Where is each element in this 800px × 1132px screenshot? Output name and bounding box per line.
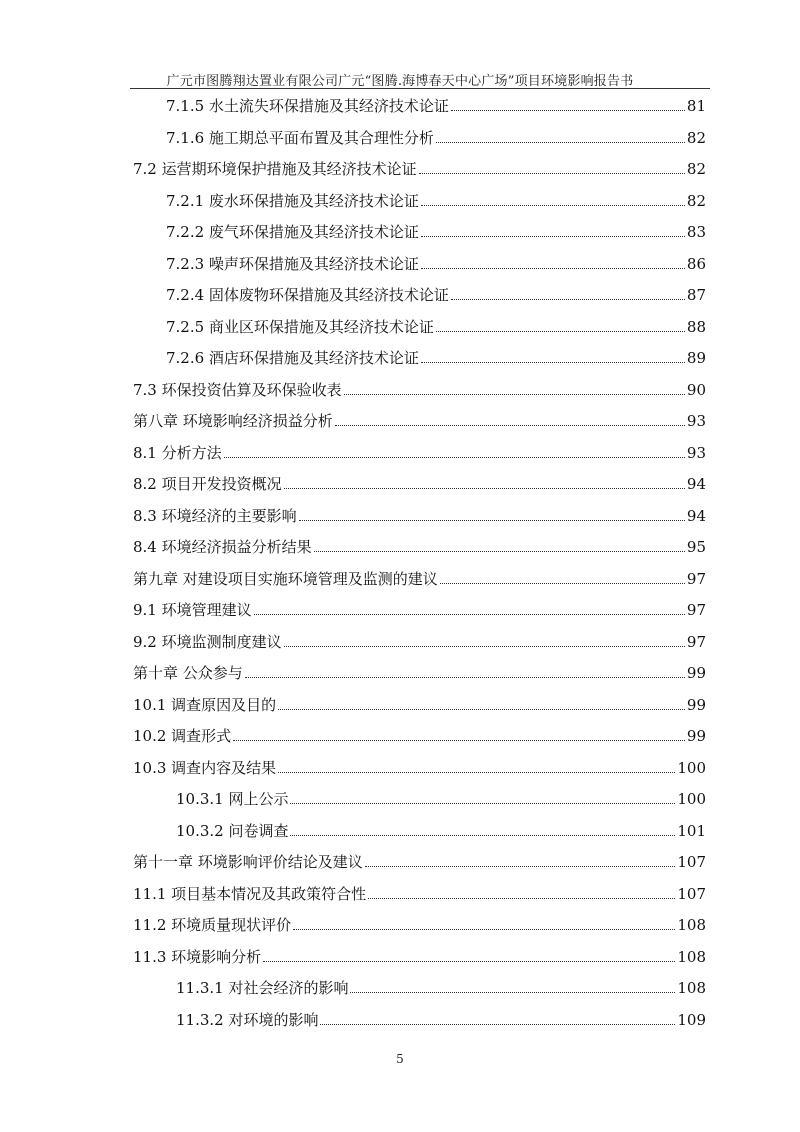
toc-entry-page: 99	[686, 727, 706, 745]
toc-entry-page: 82	[686, 160, 706, 178]
toc-entry[interactable]	[166, 126, 706, 150]
toc-entry[interactable]	[166, 94, 706, 118]
toc-entry-page: 89	[686, 349, 706, 367]
page-header: 广元市图腾翔达置业有限公司广元“图腾.海博春天中心广场”项目环境影响报告书	[166, 74, 634, 89]
toc-entry-page: 101	[677, 821, 706, 840]
toc-dot-leader	[284, 645, 685, 647]
toc-dot-leader	[436, 141, 685, 143]
toc-entry-title: 7.1.5 水土流失环保措施及其经济技术论证	[166, 97, 449, 115]
toc-entry[interactable]	[133, 661, 706, 685]
toc-entry[interactable]	[166, 220, 706, 244]
toc-entry[interactable]	[133, 504, 706, 528]
toc-entry-page: 97	[686, 601, 706, 619]
header-divider	[130, 88, 710, 89]
toc-entry-page: 93	[686, 443, 706, 462]
toc-entry-page: 109	[677, 1010, 706, 1029]
toc-entry-page: 100	[677, 758, 706, 777]
toc-entry-page: 82	[686, 191, 706, 210]
toc-entry-title: 7.2.5 商业区环保措施及其经济技术论证	[166, 317, 434, 336]
toc-dot-leader	[440, 582, 685, 584]
toc-dot-leader	[421, 235, 685, 237]
toc-entry-page: 108	[677, 979, 706, 997]
toc-entry-page: 95	[686, 538, 706, 556]
toc-entry-page: 90	[686, 380, 706, 399]
toc-entry-title: 7.2 运营期环境保护措施及其经济技术论证	[133, 160, 417, 178]
toc-entry-page: 87	[686, 286, 706, 304]
toc-entry-title: 第八章 环境影响经济损益分析	[133, 412, 333, 430]
toc-entry-title: 8.2 项目开发投资概况	[133, 475, 282, 493]
toc-entry[interactable]	[176, 787, 706, 811]
toc-entry-page: 107	[677, 884, 706, 903]
toc-entry[interactable]	[166, 346, 706, 370]
toc-entry-title: 11.3.2 对环境的影响	[176, 1010, 319, 1029]
toc-entry[interactable]	[133, 598, 706, 622]
toc-entry-page: 81	[686, 97, 706, 115]
toc-entry[interactable]	[133, 630, 706, 654]
toc-entry-page: 97	[686, 632, 706, 651]
toc-dot-leader	[451, 109, 685, 111]
toc-entry-title: 10.3.1 网上公示	[176, 790, 289, 808]
toc-dot-leader	[335, 424, 685, 426]
toc-entry[interactable]	[133, 913, 706, 937]
toc-entry[interactable]	[166, 315, 706, 339]
toc-entry-page: 86	[686, 254, 706, 273]
toc-entry-page: 83	[686, 223, 706, 241]
toc-dot-leader	[293, 928, 675, 930]
toc-dot-leader	[233, 739, 685, 741]
toc-entry[interactable]	[166, 252, 706, 276]
toc-entry-title: 10.1 调查原因及目的	[133, 695, 277, 714]
toc-dot-leader	[245, 676, 685, 678]
toc-entry-title: 7.2.4 固体废物环保措施及其经济技术论证	[166, 286, 449, 304]
toc-entry-title: 10.3 调查内容及结果	[133, 758, 277, 777]
toc-entry-page: 97	[686, 569, 706, 588]
toc-dot-leader	[421, 361, 685, 363]
toc-entry-page: 99	[686, 695, 706, 714]
toc-entry-title: 11.3.1 对社会经济的影响	[176, 979, 349, 997]
toc-entry[interactable]	[133, 693, 706, 717]
toc-entry-title: 7.1.6 施工期总平面布置及其合理性分析	[166, 128, 434, 147]
toc-entry-title: 7.3 环保投资估算及环保验收表	[133, 380, 342, 399]
toc-entry[interactable]	[133, 756, 706, 780]
toc-dot-leader	[451, 298, 685, 300]
toc-entry-page: 93	[686, 412, 706, 430]
toc-entry[interactable]	[133, 535, 706, 559]
toc-entry-title: 第九章 对建设项目实施环境管理及监测的建议	[133, 569, 438, 588]
toc-entry[interactable]	[133, 472, 706, 496]
toc-dot-leader	[290, 802, 675, 804]
toc-entry[interactable]	[133, 378, 706, 402]
toc-entry-page: 108	[677, 947, 706, 966]
toc-dot-leader	[344, 393, 685, 395]
toc-entry-page: 100	[677, 790, 706, 808]
toc-entry-title: 8.4 环境经济损益分析结果	[133, 538, 312, 556]
toc-entry-title: 第十章 公众参与	[133, 664, 243, 682]
toc-entry-page: 94	[686, 475, 706, 493]
toc-dot-leader	[368, 897, 675, 899]
toc-entry-title: 9.2 环境监测制度建议	[133, 632, 282, 651]
toc-entry-title: 第十一章 环境影响评价结论及建议	[133, 853, 363, 871]
toc-dot-leader	[421, 267, 685, 269]
toc-entry[interactable]	[133, 945, 706, 969]
toc-entry-title: 8.1 分析方法	[133, 443, 222, 462]
toc-entry[interactable]	[133, 157, 706, 181]
toc-entry-page: 88	[686, 317, 706, 336]
toc-dot-leader	[278, 771, 675, 773]
page-number: 5	[396, 1052, 404, 1066]
toc-entry[interactable]	[133, 724, 706, 748]
toc-dot-leader	[365, 865, 676, 867]
toc-entry-page: 82	[686, 128, 706, 147]
toc-dot-leader	[421, 204, 685, 206]
toc-dot-leader	[350, 991, 675, 993]
toc-entry[interactable]	[133, 850, 706, 874]
toc-entry[interactable]	[133, 409, 706, 433]
toc-dot-leader	[278, 708, 685, 710]
toc-dot-leader	[299, 519, 685, 521]
toc-dot-leader	[436, 330, 685, 332]
toc-entry-page: 94	[686, 506, 706, 525]
toc-entry-title: 11.1 项目基本情况及其政策符合性	[133, 884, 367, 903]
toc-entry-title: 11.3 环境影响分析	[133, 947, 262, 966]
toc-entry-title: 7.2.2 废气环保措施及其经济技术论证	[166, 223, 419, 241]
toc-dot-leader	[224, 456, 685, 458]
toc-entry[interactable]	[176, 819, 706, 843]
toc-dot-leader	[263, 960, 675, 962]
toc-entry[interactable]	[166, 283, 706, 307]
toc-dot-leader	[320, 1023, 675, 1025]
toc-entry-title: 7.2.1 废水环保措施及其经济技术论证	[166, 191, 419, 210]
toc-entry[interactable]	[133, 882, 706, 906]
toc-dot-leader	[254, 613, 685, 615]
toc-dot-leader	[290, 834, 675, 836]
toc-dot-leader	[419, 172, 685, 174]
toc-entry-title: 8.3 环境经济的主要影响	[133, 506, 297, 525]
toc-entry-title: 11.2 环境质量现状评价	[133, 916, 292, 934]
toc-entry[interactable]	[133, 567, 706, 591]
toc-entry[interactable]	[133, 441, 706, 465]
toc-entry-page: 108	[677, 916, 706, 934]
toc-entry-page: 99	[686, 664, 706, 682]
toc-entry[interactable]	[176, 976, 706, 1000]
toc-dot-leader	[314, 550, 685, 552]
toc-entry[interactable]	[166, 189, 706, 213]
toc-entry-page: 107	[677, 853, 706, 871]
toc-entry[interactable]	[176, 1008, 706, 1032]
toc-dot-leader	[284, 487, 685, 489]
toc-entry-title: 7.2.6 酒店环保措施及其经济技术论证	[166, 349, 419, 367]
toc-entry-title: 9.1 环境管理建议	[133, 601, 252, 619]
toc-entry-title: 7.2.3 噪声环保措施及其经济技术论证	[166, 254, 419, 273]
toc-entry-title: 10.3.2 问卷调查	[176, 821, 289, 840]
toc-entry-title: 10.2 调查形式	[133, 727, 232, 745]
